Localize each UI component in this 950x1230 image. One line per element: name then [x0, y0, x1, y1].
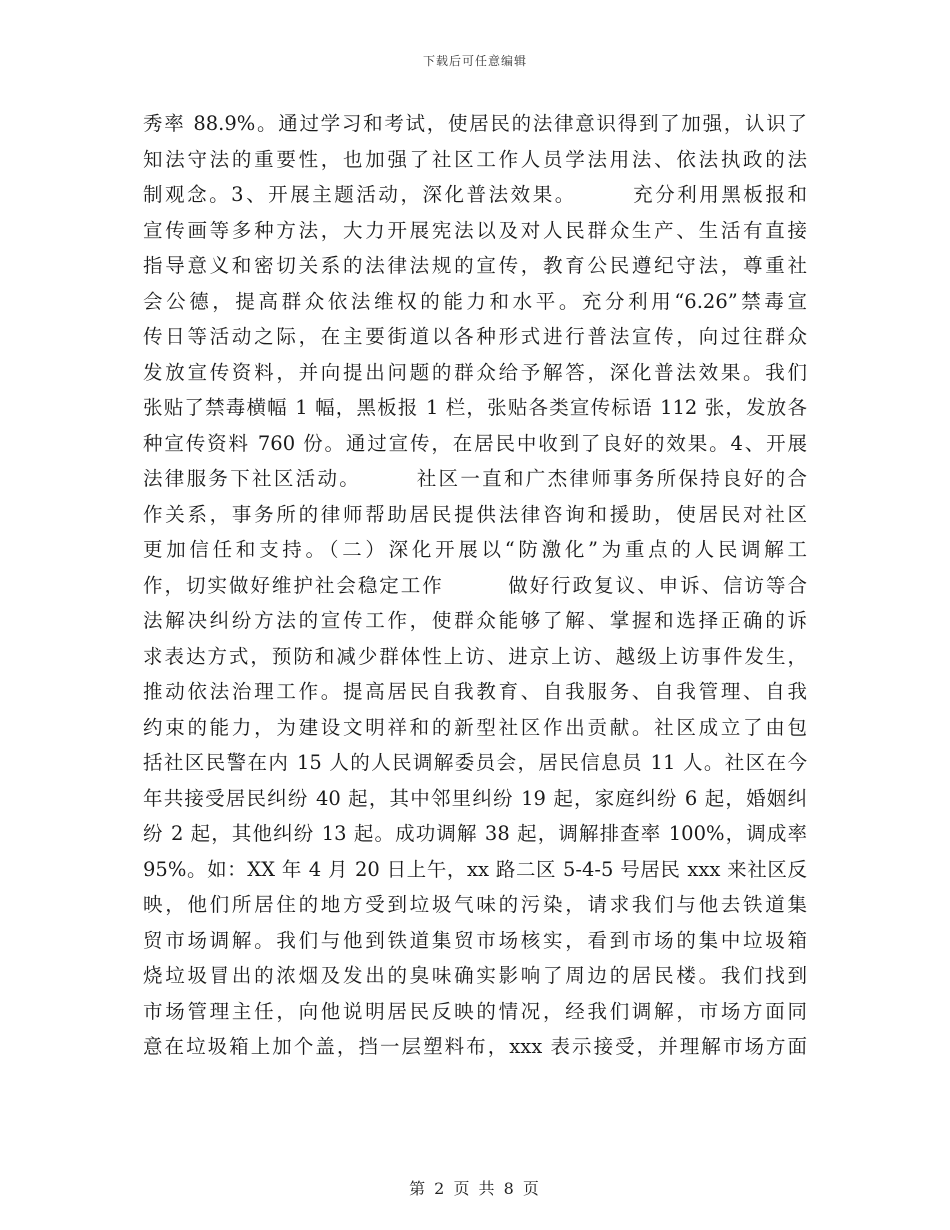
- text-line: 求表达方式，预防和减少群体性上访、进京上访、越级上访事件发生，: [143, 644, 807, 668]
- text-line: 烧垃圾冒出的浓烟及发出的臭味确实影响了周边的居民楼。我们找到: [143, 964, 807, 987]
- text-line: 宣传画等多种方法，大力开展宪法以及对人民群众生产、生活有直接: [143, 218, 807, 242]
- text-line: 种宣传资料 760 份。通过宣传，在居民中收到了良好的效果。4、开展: [143, 431, 807, 455]
- page-header-note: 下载后可任意编辑: [422, 54, 527, 68]
- text-line: 指导意义和密切关系的法律法规的宣传，教育公民遵纪守法，尊重社: [143, 254, 807, 277]
- text-line: 制观念。3、开展主题活动，深化普法效果。 充分利用黑板报和: [143, 183, 807, 206]
- text-line: 95%。如：XX 年 4 月 20 日上午，xx 路二区 5-4-5 号居民 xxx 来社区反: [143, 857, 807, 881]
- text-line: 知法守法的重要性，也加强了社区工作人员学法用法、依法执政的法: [143, 147, 807, 171]
- text-line: 张贴了禁毒横幅 1 幅，黑板报 1 栏，张贴各类宣传标语 112 张，发放各: [143, 396, 807, 419]
- page-number-footer: 第 2 页 共 8 页: [409, 1179, 541, 1198]
- text-line: 约束的能力，为建设文明祥和的新型社区作出贡献。社区成立了由包: [143, 715, 807, 739]
- text-line: 映，他们所居住的地方受到垃圾气味的污染，请求我们与他去铁道集: [143, 893, 807, 916]
- text-line: 贸市场调解。我们与他到铁道集贸市场核实，看到市场的集中垃圾箱: [143, 928, 807, 952]
- text-line: 年共接受居民纠纷 40 起，其中邻里纠纷 19 起，家庭纠纷 6 起，婚姻纠: [143, 786, 807, 810]
- text-line: 市场管理主任，向他说明居民反映的情况，经我们调解，市场方面同: [143, 999, 807, 1023]
- text-line: 法律服务下社区活动。 社区一直和广杰律师事务所保持良好的合: [143, 467, 807, 490]
- text-line: 括社区民警在内 15 人的人民调解委员会，居民信息员 11 人。社区在今: [143, 751, 807, 774]
- text-line: 更加信任和支持。（二）深化开展以“防激化”为重点的人民调解工: [143, 538, 807, 561]
- text-line: 法解决纠纷方法的宣传工作，使群众能够了解、掌握和选择正确的诉: [143, 609, 807, 632]
- text-line: 会公德，提高群众依法维权的能力和水平。充分利用“6.26”禁毒宣: [143, 289, 807, 313]
- text-line: 推动依法治理工作。提高居民自我教育、自我服务、自我管理、自我: [143, 680, 807, 703]
- document-body: [143, 106, 807, 1065]
- text-line: 意在垃圾箱上加个盖，挡一层塑料布，xxx 表示接受，并理解市场方面: [143, 1035, 807, 1058]
- text-line: 作，切实做好维护社会稳定工作 做好行政复议、申诉、信访等合: [143, 573, 807, 597]
- text-line: 传日等活动之际，在主要街道以各种形式进行普法宣传，向过往群众: [143, 325, 807, 348]
- text-line: 秀率 88.9%。通过学习和考试，使居民的法律意识得到了加强，认识了: [143, 112, 807, 135]
- text-line: 纷 2 起，其他纠纷 13 起。成功调解 38 起，调解排查率 100%，调成率: [143, 822, 807, 845]
- text-line: 作关系，事务所的律师帮助居民提供法律咨询和援助，使居民对社区: [143, 502, 807, 526]
- text-line: 发放宣传资料，并向提出问题的群众给予解答，深化普法效果。我们: [143, 360, 807, 384]
